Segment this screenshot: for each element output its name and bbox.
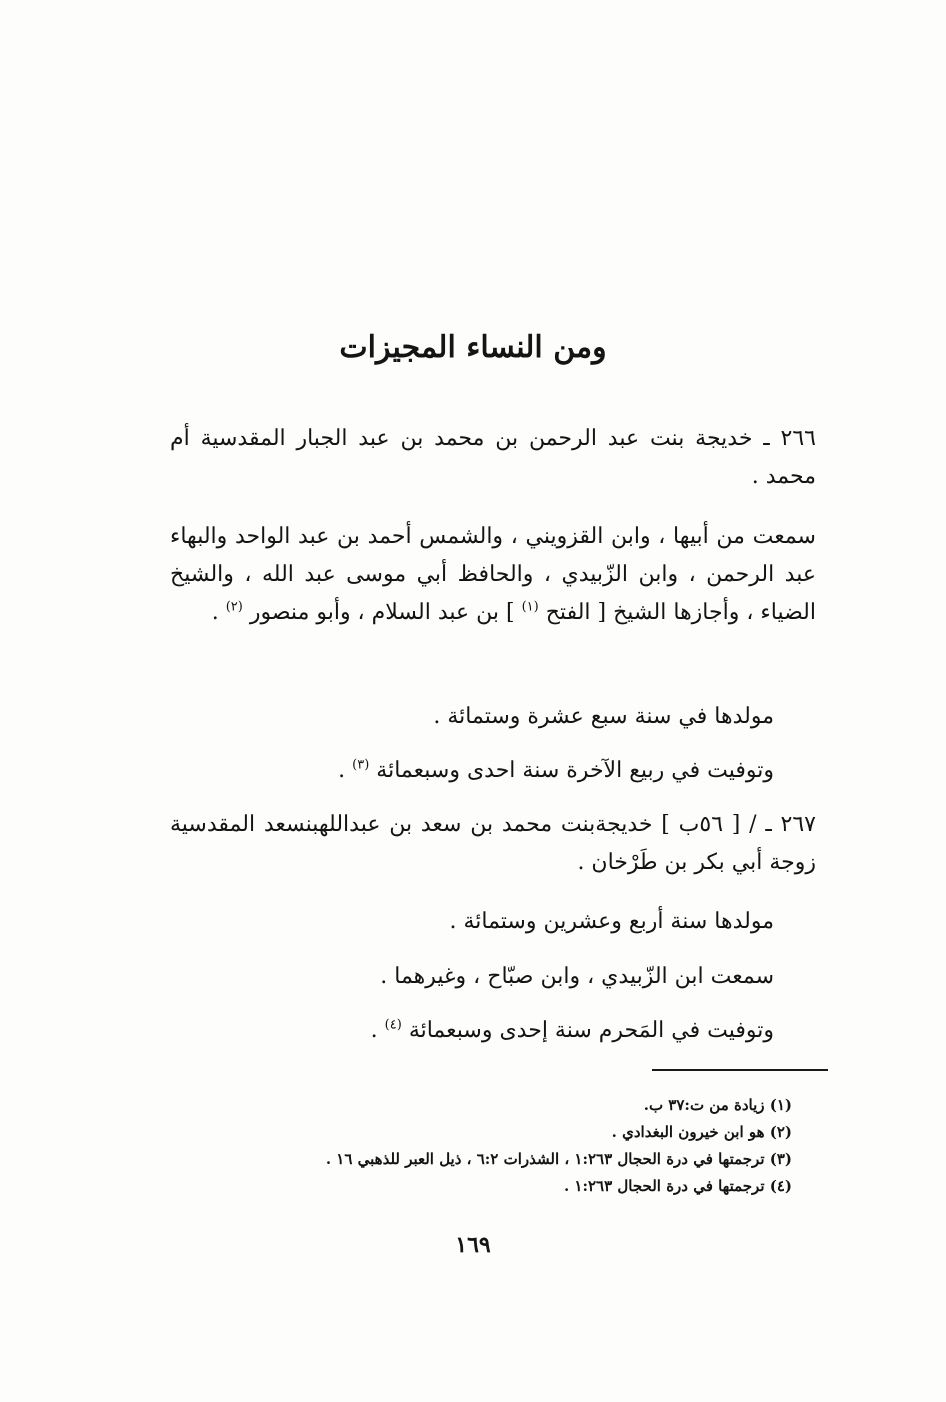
entry-266-heard-end: . [211, 600, 219, 625]
entry-267-title: ٢٦٧ ـ / [ ٥٦ب ] خديجةبنت محمد بن سعد بن عبداللهبنسعد المقدسية زوجة أبي بكر بن طَرْخان . [170, 812, 816, 875]
footnote-1: (١) زيادة من ت:٣٧ ب. [643, 1096, 792, 1114]
entry-266-heard [170, 518, 816, 632]
entry-266-death [170, 752, 774, 790]
entry-267-death [170, 1012, 774, 1050]
entry-267-death-text: وتوفيت في المَحرم سنة إحدى وسبعمائة [408, 1018, 774, 1043]
entry-266-heard-text-1: سمعت من أبيها ، وابن القزويني ، والشمس أحمد بن عبد الواحد والبهاء عبد الرحمن ، وابن الزّبيدي ، والحافظ أبي موسى عبد الله ، والشيخ الضياء ، وأجازها الشيخ [ الفتح [170, 524, 816, 625]
entry-266-birth: مولدها في سنة سبع عشرة وستمائة . [433, 704, 774, 729]
entry-266-death-text: وتوفيت في ربيع الآخرة سنة احدى وسبعمائة [376, 758, 774, 783]
footnote-ref-1: (١) [521, 599, 539, 615]
footnote-3: (٣) ترجمتها في درة الحجال ١:٢٦٣ ، الشذرات ٦:٢ ، ذيل العبر للذهبي ١٦ . [325, 1150, 792, 1168]
entry-266-death-end: . [338, 758, 346, 783]
footnote-ref-3: (٣) [352, 757, 370, 773]
footnote-2: (٢) هو ابن خيرون البغدادي . [611, 1123, 792, 1141]
entry-267-birth: مولدها سنة أربع وعشرين وستمائة . [449, 909, 774, 934]
footnote-4: (٤) ترجمتها في درة الحجال ١:٢٦٣ . [563, 1177, 792, 1195]
footnotes [150, 1092, 792, 1200]
entry-266-heard-text-2: ] بن عبد السلام ، وأبو منصور [249, 600, 515, 625]
footnote-divider [652, 1069, 828, 1071]
page-number: ١٦٩ [455, 1232, 491, 1258]
entry-267-death-end: . [370, 1018, 378, 1043]
section-heading: ومن النساء المجيزات [339, 330, 607, 365]
entry-266-title: ٢٦٦ ـ خديجة بنت عبد الرحمن بن محمد بن عبد الجبار المقدسية أم محمد . [170, 426, 816, 489]
footnote-ref-4: (٤) [384, 1017, 402, 1033]
footnote-ref-2: (٢) [225, 599, 243, 615]
entry-267-heard: سمعت ابن الزّبيدي ، وابن صبّاح ، وغيرهما . [380, 964, 774, 989]
